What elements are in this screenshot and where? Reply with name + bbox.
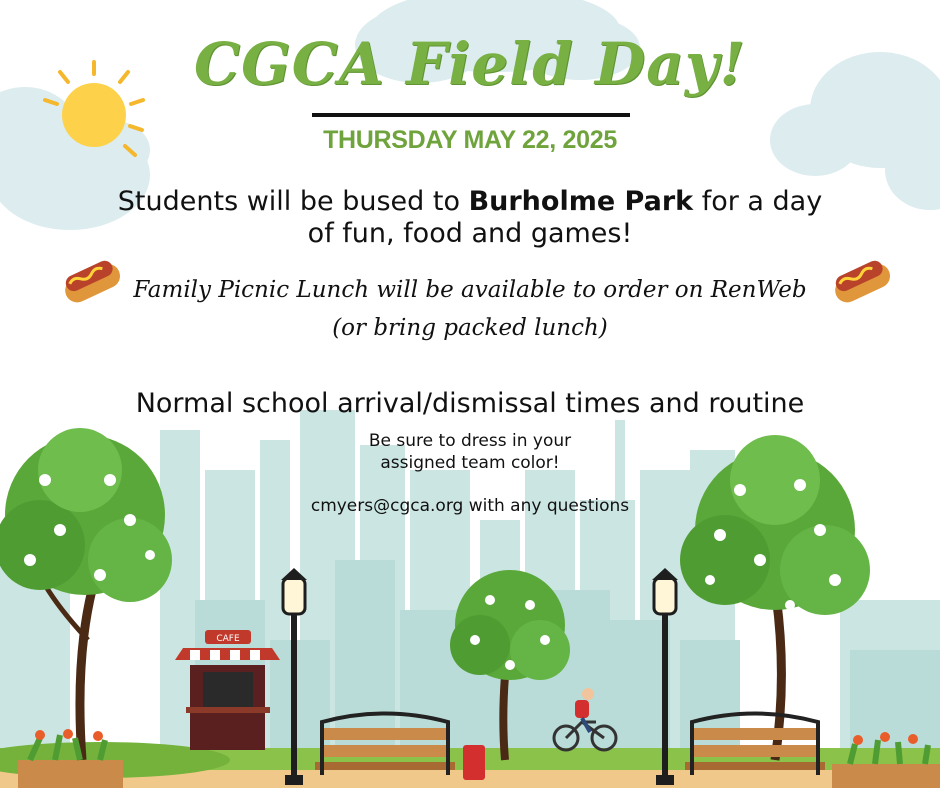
intro-after: for a day <box>693 186 823 217</box>
intro-before: Students will be bused to <box>117 186 469 217</box>
park-name: Burholme Park <box>468 186 694 217</box>
intro-text <box>0 186 940 250</box>
trash-can <box>463 745 485 780</box>
cafe-kiosk-icon <box>175 630 280 750</box>
lunch-line2: (or bring packed lunch) <box>332 315 608 341</box>
dress-text <box>0 430 940 474</box>
lunch-line1: Family Picnic Lunch will be available to order on RenWeb <box>133 277 807 303</box>
title-underline <box>312 113 630 117</box>
contact-text: cmyers@cgca.org with any questions <box>310 496 630 516</box>
cafe-sign: CAFE <box>216 634 240 644</box>
intro-line2: of fun, food and games! <box>307 218 633 249</box>
page-title: CGCA Field Day! <box>194 30 746 98</box>
dress-line2: assigned team color! <box>380 453 560 473</box>
dress-line1: Be sure to dress in your <box>368 431 572 451</box>
event-date: THURSDAY MAY 22, 2025 <box>323 126 617 154</box>
routine-text: Normal school arrival/dismissal times and routine <box>135 388 805 419</box>
